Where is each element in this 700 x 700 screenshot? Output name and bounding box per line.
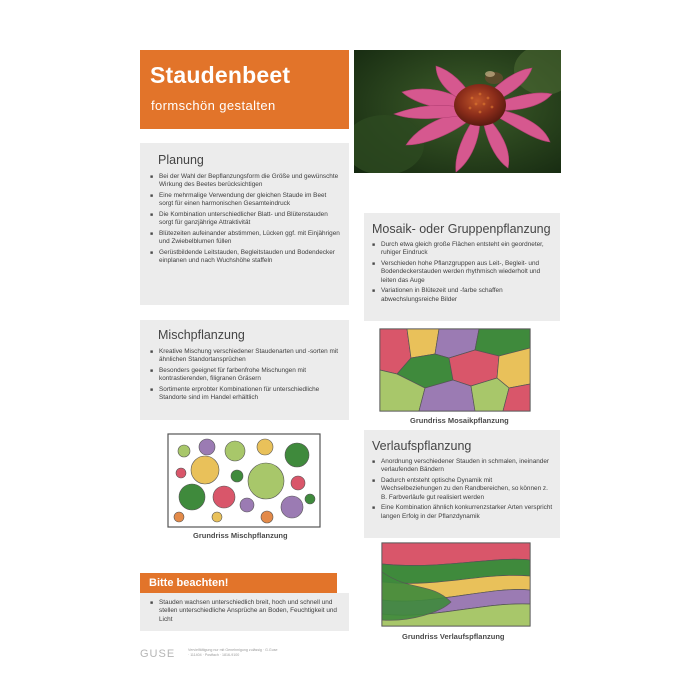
mosaikpflanzung-diagram bbox=[379, 328, 531, 412]
mosaik-list bbox=[372, 241, 554, 306]
list-item: ■ Eine Kombination ähnlich konkurrenzstarker Arten verspricht langen Erfolg in der Pflanzdynamik bbox=[372, 504, 554, 521]
list-item: ■ Bei der Wahl der Bepflanzungsform die Größe und gewünschte Wirkung des Beetes berücksichtigen bbox=[150, 173, 340, 190]
verlauf-caption: Grundriss Verlaufspflanzung bbox=[402, 632, 505, 641]
list-item: ■ Sortimente erprobter Kombinationen für unterschiedliche Standorte sind im Handel erhältlich bbox=[150, 386, 340, 403]
hinweis-panel bbox=[140, 593, 349, 631]
list-item: ■ Stauden wachsen unterschiedlich breit, hoch und schnell und stellen unterschiedliche Ansprüche an Boden, Feuchtigkeit und Licht bbox=[150, 599, 340, 624]
list-item: ■ Gerüstbildende Leitstauden, Begleitstauden und Bodendecker einplanen und nach Wuchshöhe staffeln bbox=[150, 249, 340, 266]
list-item: ■ Verschieden hohe Pflanzgruppen aus Leit-, Begleit- und Bodendeckerstauden werden rhythmisch wiederholt und leiten das Auge bbox=[372, 260, 554, 285]
list-item: ■ Dadurch entsteht optische Dynamik mit Wechselbeziehungen zu den Randbereichen, so können z. B. Farbverläufe gut realisiert werden bbox=[372, 477, 554, 502]
planung-panel bbox=[140, 143, 349, 305]
verlauf-list bbox=[372, 458, 554, 523]
guse-logo: GUSE bbox=[140, 648, 176, 660]
footer-text: Vervielfältigung nur mit Genehmigung zulässig · G.Guse · 111404 · Postfach · 1816-9100 bbox=[188, 648, 278, 657]
page-subtitle: formschön gestalten bbox=[151, 98, 276, 113]
misch-heading: Mischpflanzung bbox=[158, 328, 245, 342]
misch-panel bbox=[140, 320, 349, 420]
mischpflanzung-diagram bbox=[167, 433, 321, 528]
hinweis-list bbox=[150, 599, 340, 626]
list-item: ■ Variationen in Blütezeit und -farbe schaffen abwechslungsreiche Bilder bbox=[372, 287, 554, 304]
coneflower-illustration bbox=[354, 50, 561, 173]
list-item: ■ Durch etwa gleich große Flächen entsteht ein geordneter, ruhiger Eindruck bbox=[372, 241, 554, 258]
page-title: Staudenbeet bbox=[150, 62, 291, 88]
hinweis-header bbox=[140, 573, 337, 593]
list-item: ■ Die Kombination unterschiedlicher Blatt- und Blütenstauden sorgt für ganzjährige Attraktivität bbox=[150, 211, 340, 228]
list-item: ■ Eine mehrmalige Verwendung der gleichen Staude im Beet sorgt für einen harmonischen Gesamteindruck bbox=[150, 192, 340, 209]
echinacea-photo bbox=[354, 50, 561, 173]
verlaufspflanzung-diagram bbox=[381, 542, 531, 627]
mosaik-panel bbox=[364, 213, 560, 321]
list-item: ■ Blütezeiten aufeinander abstimmen, Lücken ggf. mit Einjährigen und Zwiebelblumen füllen bbox=[150, 230, 340, 247]
list-item: ■ Anordnung verschiedener Stauden in schmalen, ineinander verlaufenden Bändern bbox=[372, 458, 554, 475]
list-item: ■ Kreative Mischung verschiedener Staudenarten und -sorten mit ähnlichen Standortansprüchen bbox=[150, 348, 340, 365]
list-item: ■ Besonders geeignet für farbenfrohe Mischungen mit kontrastierenden, filigranen Gräsern bbox=[150, 367, 340, 384]
planung-heading: Planung bbox=[158, 153, 204, 167]
mosaik-heading: Mosaik- oder Gruppenpflanzung bbox=[372, 222, 551, 236]
mosaik-caption: Grundriss Mosaikpflanzung bbox=[410, 416, 509, 425]
verlauf-heading: Verlaufspflanzung bbox=[372, 439, 472, 453]
misch-list bbox=[150, 348, 340, 405]
verlauf-panel bbox=[364, 430, 560, 538]
hinweis-heading: Bitte beachten! bbox=[149, 577, 229, 589]
planung-list bbox=[150, 173, 340, 268]
misch-caption: Grundriss Mischpflanzung bbox=[193, 531, 288, 540]
